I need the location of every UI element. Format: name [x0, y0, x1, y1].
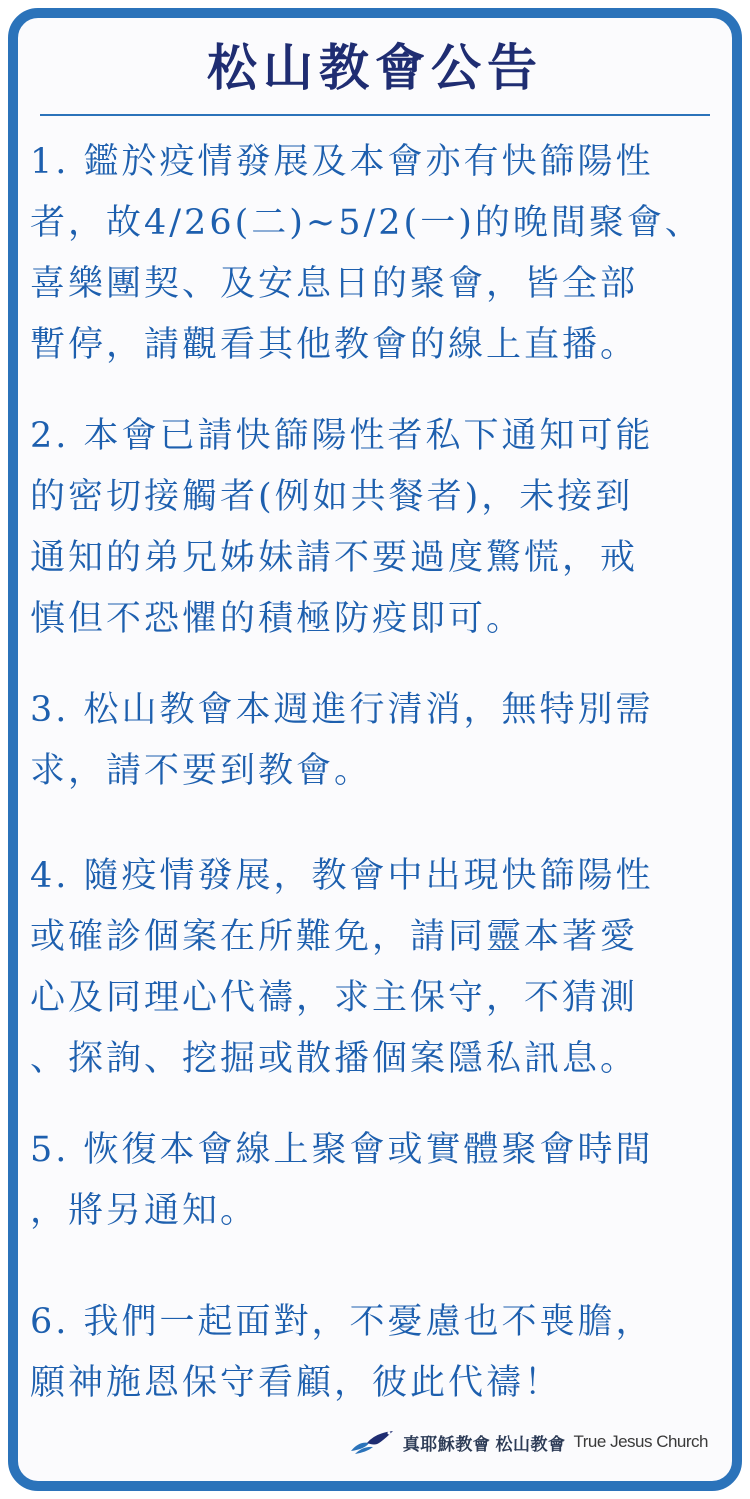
notice-item-5: 5. 恢復本會線上聚會或實體聚會時間 ，將另通知。: [30, 1130, 654, 1231]
notice-item-4: 4. 隨疫情發展，教會中出現快篩陽性 或確診個案在所難免，請同靈本著愛 心及同理心代禱，求主保守，不猜測 、探詢、挖掘或散播個案隱私訊息。: [30, 856, 654, 1079]
footer-org-english: True Jesus Church: [573, 1432, 708, 1451]
footer: [349, 1429, 708, 1455]
title-divider: [40, 114, 710, 116]
notice-item-6: 6. 我們一起面對，不憂慮也不喪膽， 願神施恩保守看顧，彼此代禱！: [30, 1302, 654, 1403]
notice-item-3: 3. 松山教會本週進行清消，無特別需 求，請不要到教會。: [30, 690, 654, 791]
notice-item-2: 2. 本會已請快篩陽性者私下通知可能 的密切接觸者(例如共餐者)，未接到 通知的弟兄姊妹請不要過度驚慌，戒 慎但不恐懼的積極防疫即可。: [30, 416, 654, 639]
page-title: 松山教會公告: [207, 38, 543, 97]
notice-item-1: 1. 鑑於疫情發展及本會亦有快篩陽性 者，故4/26(二)~5/2(一)的晚間聚會、 喜樂團契、及安息日的聚會，皆全部 暫停，請觀看其他教會的線上直播。: [30, 142, 703, 365]
footer-org-name: 真耶穌教會 松山教會: [402, 1434, 566, 1454]
dove-icon: [349, 1429, 395, 1455]
